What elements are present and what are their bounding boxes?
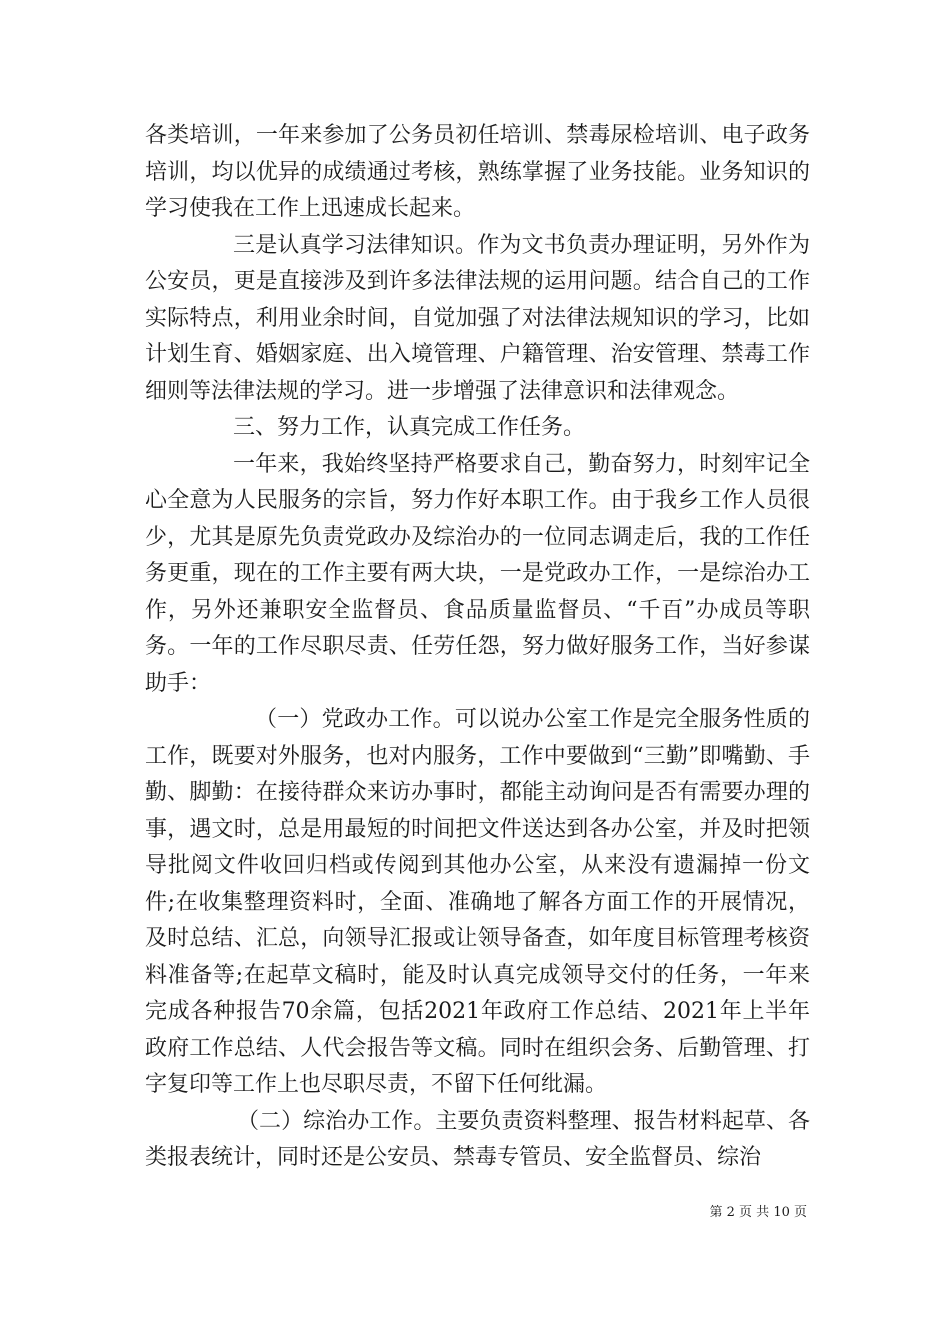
paragraph-comprehensive-office: （二）综治办工作。主要负责资料整理、报告材料起草、各类报表统计，同时还是公安员、禁毒专管员、安全监督员、综治 (145, 1108, 810, 1170)
paragraph-legal-knowledge: 三是认真学习法律知识。作为文书负责办理证明，另外作为公安员，更是直接涉及到许多法律法规的运用问题。结合自己的工作实际特点，利用业余时间，自觉加强了对法律法规知识的学习，比如计划生育、婚姻家庭、出入境管理、户籍管理、治安管理、禁毒工作细则等法律法规的学习。进一步增强了法律意识和法律观念。 (145, 232, 810, 404)
document-body (145, 118, 810, 1177)
paragraph-party-office: （一）党政办工作。可以说办公室工作是完全服务性质的工作，既要对外服务，也对内服务，工作中要做到“三勤”即嘴勤、手勤、脚勤：在接待群众来访办事时，都能主动询问是否有需要办理的事，遇文时，总是用最短的时间把文件送达到各办公室，并及时把领导批阅文件收回归档或传阅到其他办公室，从来没有遗漏掉一份文件;在收集整理资料时，全面、准确地了解各方面工作的开展情况，及时总结、汇总，向领导汇报或让领导备查，如年度目标管理考核资料准备等;在起草文稿时，能及时认真完成领导交付的任务，一年来完成各种报告70余篇，包括2021年政府工作总结、2021年上半年政府工作总结、人代会报告等文稿。同时在组织会务、后勤管理、打字复印等工作上也尽职尽责，不留下任何纰漏。 (145, 707, 810, 1097)
paragraph-work-summary: 一年来，我始终坚持严格要求自己，勤奋努力，时刻牢记全心全意为人民服务的宗旨，努力作好本职工作。由于我乡工作人员很少，尤其是原先负责党政办及综治办的一位同志调走后，我的工作任务更重，现在的工作主要有两大块，一是党政办工作，一是综治办工作，另外还兼职安全监督员、食品质量监督员、“千百”办成员等职务。一年的工作尽职尽责、任劳任怨，努力做好服务工作，当好参谋助手： (145, 451, 810, 696)
section-heading-work: 三、努力工作，认真完成工作任务。 (233, 415, 586, 440)
paragraph-training-continued: 各类培训，一年来参加了公务员初任培训、禁毒尿检培训、电子政务培训，均以优异的成绩通过考核，熟练掌握了业务技能。业务知识的学习使我在工作上迅速成长起来。 (145, 123, 810, 221)
page-number-footer: 第 2 页 共 10 页 (709, 1205, 807, 1220)
